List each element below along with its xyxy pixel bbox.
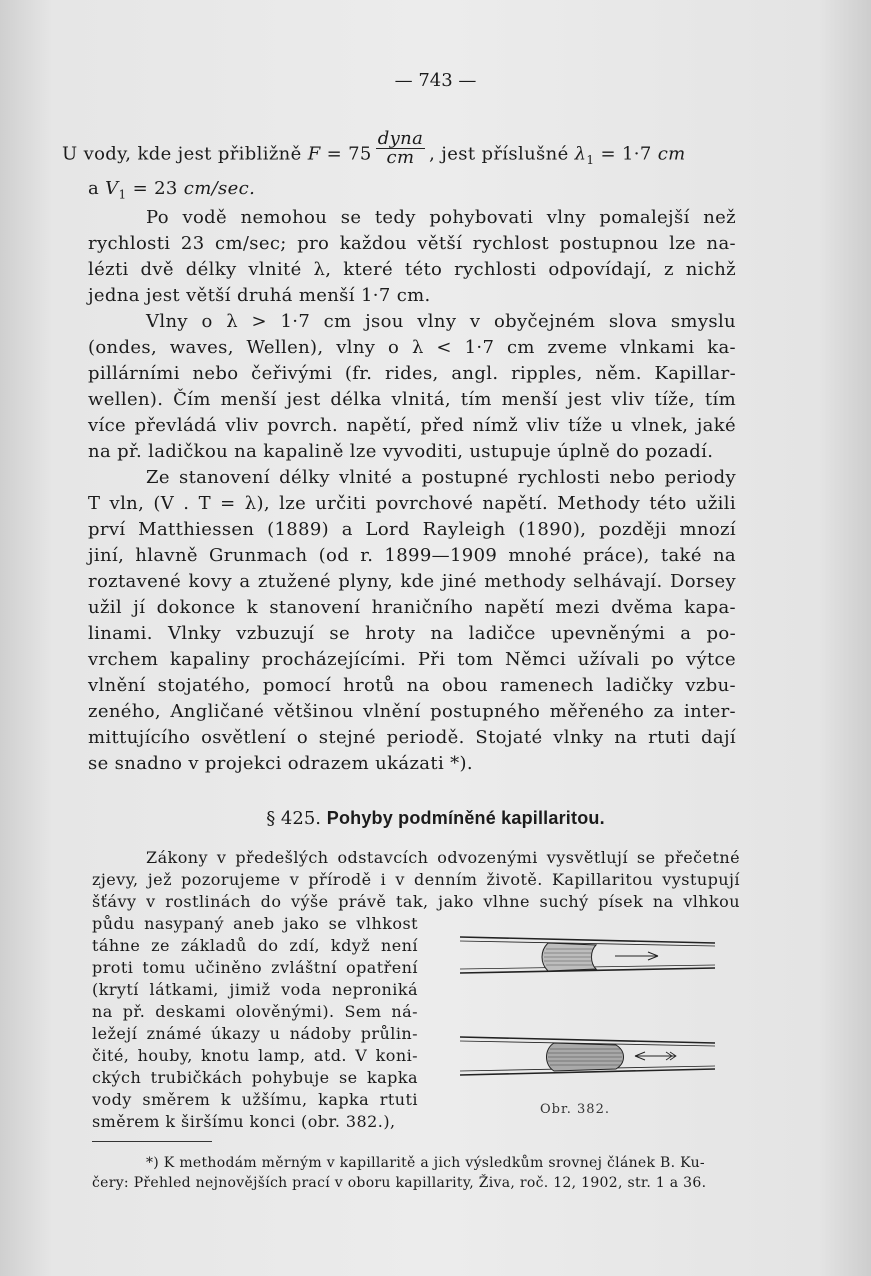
paragraph-line: užil jí dokonce k stanovení hraničního napětí mezi dvěma kapa-	[88, 597, 736, 618]
paragraph-line-narrow: čité, houby, knotu lamp, atd. V koni-	[92, 1046, 418, 1065]
arrow-left-icon	[635, 1052, 676, 1060]
symbol-lambda: λ	[574, 143, 587, 165]
paragraph-line: prví Matthiessen (1889) a Lord Rayleigh (1890), později mnozí	[88, 519, 736, 540]
section-title: Pohyby podmíněné kapillaritou.	[326, 808, 605, 828]
arrow-right-icon	[615, 952, 658, 960]
equals-value-3: = 23	[126, 178, 184, 199]
figure-caption: Obr. 382.	[540, 1102, 610, 1117]
paragraph-line-narrow: půdu nasypaný aneb jako se vlhkost	[92, 914, 418, 933]
paragraph-line: zeného, Angličané většinou vlnění postupného měřeného za inter-	[88, 701, 736, 722]
paragraph-line: Ze stanovení délky vlnité a postupné rychlosti nebo periody	[146, 467, 736, 488]
paragraph-line: se snadno v projekci odrazem ukázati *).	[88, 753, 473, 774]
paragraph-line: Vlny o λ > 1·7 cm jsou vlny v obyčejném slova smyslu	[146, 311, 736, 332]
intro-text: U vody, kde jest přibližně	[62, 143, 308, 165]
symbol-V: V	[105, 178, 119, 199]
subscript-1b: 1	[118, 187, 127, 202]
figure-capillary-tubes	[430, 925, 720, 1125]
fraction-numerator: dyna	[377, 128, 424, 149]
paragraph-line-narrow: na př. deskami olověnými). Sem ná-	[92, 1002, 418, 1021]
paragraph-line-narrow: táhne ze základů do zdí, když není	[92, 936, 418, 955]
paragraph-line: lézti dvě délky vlnité λ, které této rychlosti odpovídají, z nichž	[88, 259, 736, 280]
paragraph-line: rychlosti 23 cm/sec; pro každou větší rychlost postupnou lze na-	[88, 233, 736, 254]
section-heading	[0, 808, 871, 829]
paragraph-line: vrchem kapaliny procházejícími. Při tom Němci užívali po výtce	[88, 649, 736, 670]
paragraph-line: jiní, hlavně Grunmach (od r. 1899—1909 mnohé práce), také na	[88, 545, 736, 566]
paragraph-line-narrow: ckých trubičkách pohybuje se kapka	[92, 1068, 418, 1087]
upper-tube	[460, 937, 715, 973]
paragraph-line-narrow: (krytí látkami, jimiž voda neproniká	[92, 980, 418, 999]
unit-cm: cm	[657, 143, 686, 165]
paragraph-line-small: Zákony v předešlých odstavcích odvozenými vysvětlují se přečetné	[146, 848, 740, 867]
paragraph-line: více převládá vliv povrch. napětí, před nímž vliv tíže u vlnek, jaké	[88, 415, 736, 436]
paragraph-line: pillárními nebo čeřivými (fr. rides, angl. ripples, něm. Kapillar-	[88, 363, 736, 384]
footnote-line: čery: Přehled nejnovějších prací v oboru kapillarity, Živa, roč. 12, 1902, str. 1 a 36.	[92, 1175, 707, 1191]
paragraph-line-small: šťávy v rostlinách do výše právě tak, jako vlhne suchý písek na vlhkou	[92, 892, 740, 911]
paragraph-line: vlnění stojatého, pomocí hrotů na obou ramenech ladičky vzbu-	[88, 675, 736, 696]
intro-text-3: a	[88, 178, 106, 199]
section-number: § 425.	[266, 808, 322, 829]
footnote-line: *) K methodám měrným v kapillaritě a jich výsledkům srovnej článek B. Ku-	[146, 1155, 705, 1171]
intro-line-1	[62, 128, 686, 173]
paragraph-line-narrow: proti tomu učiněno zvláštní opatření	[92, 958, 418, 977]
paragraph-line: Po vodě nemohou se tedy pohybovati vlny pomalejší než	[146, 207, 736, 228]
footnote-rule	[92, 1141, 212, 1142]
paragraph-line: (ondes, waves, Wellen), vlny o λ < 1·7 cm zveme vlnkami ka-	[88, 337, 736, 358]
symbol-F: F	[307, 143, 321, 165]
lower-tube	[460, 1037, 715, 1075]
paragraph-line: wellen). Čím menší jest délka vlnitá, tím menší jest vliv tíže, tím	[88, 389, 736, 410]
paragraph-line-narrow: ležejí známé úkazy u nádoby průlin-	[92, 1024, 418, 1043]
paragraph-line: roztavené kovy a ztužené plyny, kde jiné methody selhávají. Dorsey	[88, 571, 736, 592]
paragraph-line-narrow: směrem k širšímu konci (obr. 382.),	[92, 1112, 396, 1131]
page-number: — 743 —	[394, 70, 477, 91]
paragraph-line: linami. Vlnky vzbuzují se hroty na ladičce upevněnými a po-	[88, 623, 736, 644]
unit-cmsec: cm/sec.	[183, 178, 256, 199]
paragraph-line-narrow: vody směrem k užšímu, kapka rtuti	[92, 1090, 418, 1109]
paragraph-line: jedna jest větší druhá menší 1·7 cm.	[88, 285, 431, 306]
equals-value-2: = 1·7	[594, 143, 658, 165]
paragraph-line-small: zjevy, jež pozorujeme v přírodě i v denním životě. Kapillaritou vystupují	[92, 870, 740, 889]
paragraph-line: mittujícího osvětlení o stejné periodě. Stojaté vlnky na rtuti dají	[88, 727, 736, 748]
subscript-1: 1	[586, 153, 595, 168]
fraction-dyna-cm	[376, 130, 425, 167]
equals-value: = 75	[320, 143, 372, 165]
fraction-denominator: cm	[386, 147, 415, 168]
intro-text-2: , jest příslušné	[429, 143, 575, 165]
paragraph-line: na př. ladičkou na kapalině lze vyvoditi, ustupuje úplně do pozadí.	[88, 441, 714, 462]
intro-line-2	[88, 178, 255, 206]
paragraph-line: T vln, (V . T = λ), lze určiti povrchové napětí. Methody této užili	[88, 493, 736, 514]
